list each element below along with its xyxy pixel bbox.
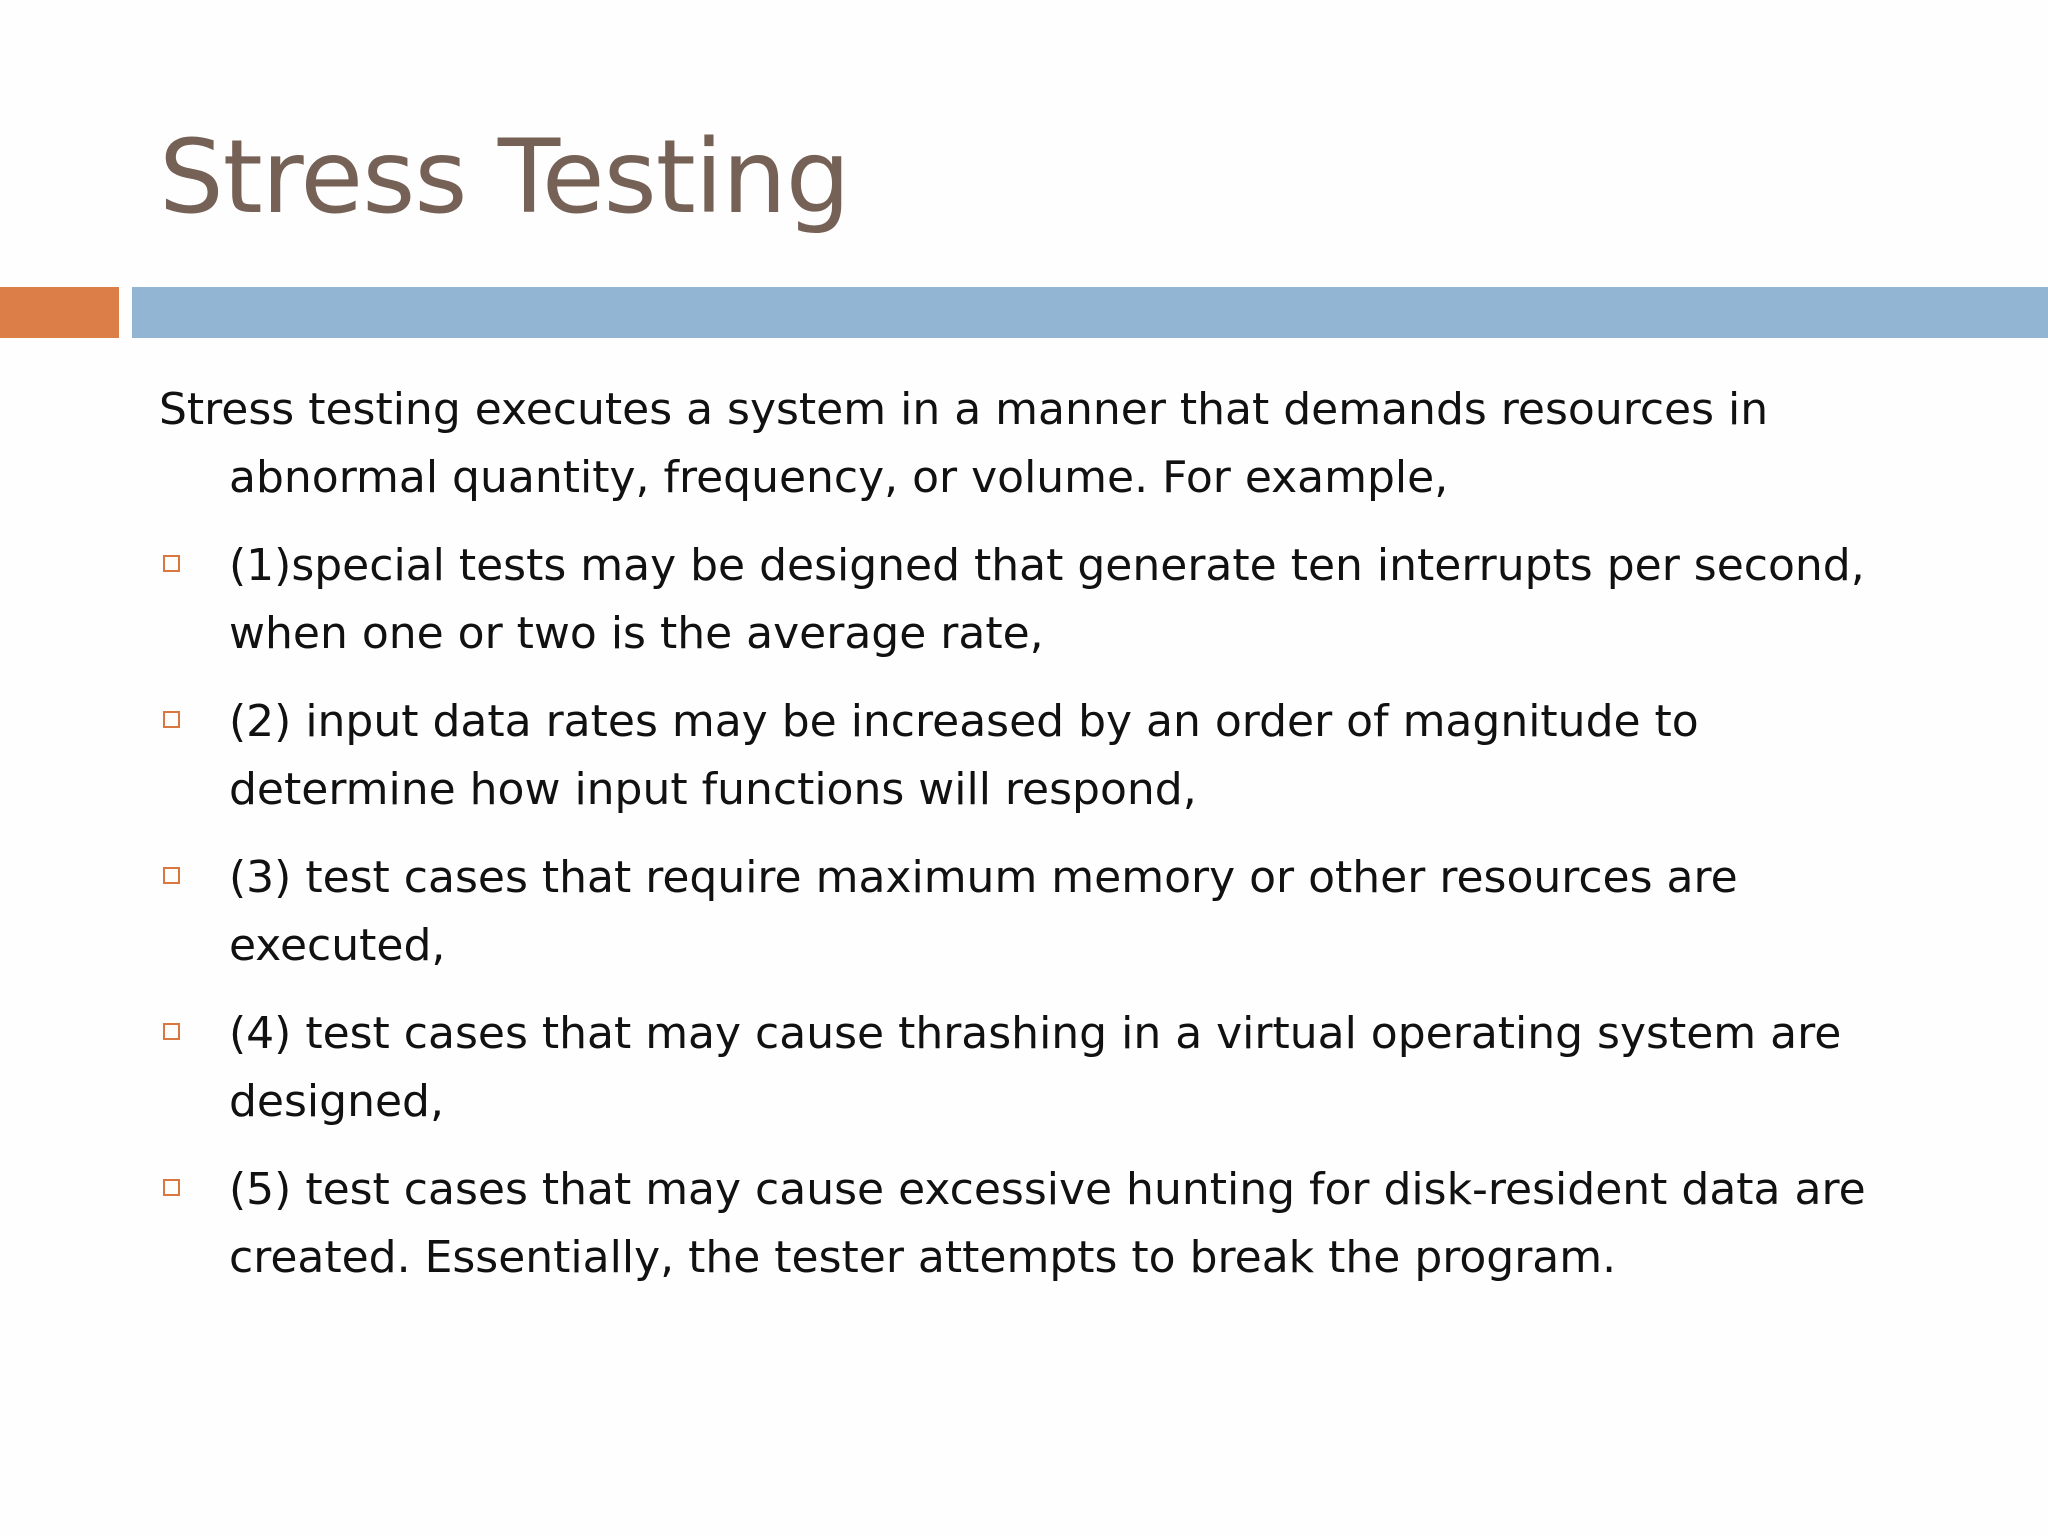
bullet-text: (2) input data rates may be increased by an order of magnitude to determine how input functions will respond, bbox=[229, 696, 1699, 815]
hollow-square-bullet-icon bbox=[163, 1179, 180, 1196]
bullet-item bbox=[159, 1000, 1919, 1136]
hollow-square-bullet-icon bbox=[163, 1023, 180, 1040]
accent-bar-blue bbox=[132, 287, 2048, 338]
bullet-item bbox=[159, 844, 1919, 980]
slide-title: Stress Testing bbox=[159, 118, 850, 237]
hollow-square-bullet-icon bbox=[163, 555, 180, 572]
bullet-item bbox=[159, 532, 1919, 668]
bullet-text: (3) test cases that require maximum memory or other resources are executed, bbox=[229, 852, 1738, 971]
bullet-text: (5) test cases that may cause excessive hunting for disk-resident data are created. Essentially, the tester attempts to break the program. bbox=[229, 1164, 1866, 1283]
accent-bar-orange bbox=[0, 287, 119, 338]
intro-paragraph: Stress testing executes a system in a manner that demands resources in abnormal quantity, frequency, or volume. For example, bbox=[159, 384, 1769, 503]
hollow-square-bullet-icon bbox=[163, 711, 180, 728]
slide-body bbox=[159, 376, 1919, 1312]
bullet-text: (1)special tests may be designed that generate ten interrupts per second, when one or two is the average rate, bbox=[229, 540, 1865, 659]
bullet-text: (4) test cases that may cause thrashing in a virtual operating system are designed, bbox=[229, 1008, 1842, 1127]
bullet-item bbox=[159, 688, 1919, 824]
bullet-item bbox=[159, 1156, 1919, 1292]
hollow-square-bullet-icon bbox=[163, 867, 180, 884]
